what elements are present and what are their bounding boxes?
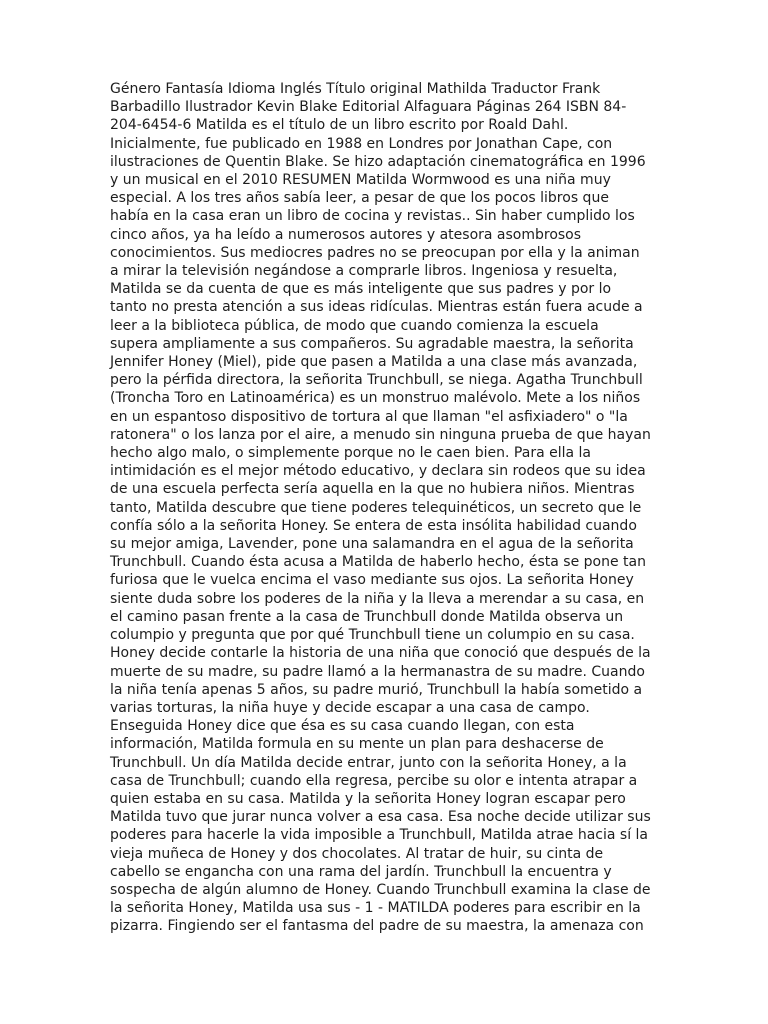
text-line: confía sólo a la señorita Honey. Se entera de esta insólita habilidad cuando xyxy=(110,517,637,534)
text-line: de una escuela perfecta sería aquella en la que no hubiera niños. Mientras xyxy=(110,481,635,498)
text-line: muerte de su madre, su padre llamó a la hermanastra de su madre. Cuando xyxy=(110,663,645,680)
text-line: Barbadillo Ilustrador Kevin Blake Editorial Alfaguara Páginas 264 ISBN 84- xyxy=(110,99,627,116)
text-line: 204-6454-6 Matilda es el título de un libro escrito por Roald Dahl. xyxy=(110,117,569,134)
text-line: ilustraciones de Quentin Blake. Se hizo adaptación cinematográfica en 1996 xyxy=(110,153,646,170)
text-line: el camino pasan frente a la casa de Trunchbull donde Matilda observa un xyxy=(110,608,624,625)
text-line: especial. A los tres años sabía leer, a pesar de que los pocos libros que xyxy=(110,190,609,207)
text-line: pizarra. Fingiendo ser el fantasma del padre de su maestra, la amenaza con xyxy=(110,918,644,935)
text-line: y un musical en el 2010 RESUMEN Matilda Wormwood es una niña muy xyxy=(110,172,611,189)
text-line: Inicialmente, fue publicado en 1988 en Londres por Jonathan Cape, con xyxy=(110,135,613,152)
text-line: tanto no presta atención a sus ideas ridículas. Mientras están fuera acude a xyxy=(110,299,643,316)
text-line: Enseguida Honey dice que ésa es su casa cuando llegan, con esta xyxy=(110,718,575,735)
text-line: cabello se engancha con una rama del jardín. Trunchbull la encuentra y xyxy=(110,863,612,880)
text-line: en un espantoso dispositivo de tortura al que llaman "el asfixiadero" o "la xyxy=(110,408,628,425)
text-line: su mejor amiga, Lavender, pone una salamandra en el agua de la señorita xyxy=(110,536,634,553)
text-line: tanto, Matilda descubre que tiene poderes telequinéticos, un secreto que le xyxy=(110,499,642,516)
text-line: conocimientos. Sus mediocres padres no se preocupan por ella y la animan xyxy=(110,244,640,261)
text-line: información, Matilda formula en su mente un plan para deshacerse de xyxy=(110,736,604,753)
text-line: Matilda se da cuenta de que es más inteligente que sus padres y por lo xyxy=(110,281,612,298)
text-line: Jennifer Honey (Miel), pide que pasen a Matilda a una clase más avanzada, xyxy=(110,354,638,371)
text-line: furiosa que le vuelca encima el vaso mediante sus ojos. La señorita Honey xyxy=(110,572,634,589)
text-line: Género Fantasía Idioma Inglés Título original Mathilda Traductor Frank xyxy=(110,81,601,97)
text-line: hecho algo malo, o simplemente porque no le caen bien. Para ella la xyxy=(110,445,591,462)
text-line: pero la pérfida directora, la señorita Trunchbull, se niega. Agatha Trunchbull xyxy=(110,372,643,389)
text-line: vieja muñeca de Honey y dos chocolates. Al tratar de huir, su cinta de xyxy=(110,845,604,862)
text-line: siente duda sobre los poderes de la niña y la lleva a merendar a su casa, en xyxy=(110,590,645,607)
text-line: varias torturas, la niña huye y decide escapar a una casa de campo. xyxy=(110,699,590,716)
text-line: ratonera" o los lanza por el aire, a menudo sin ninguna prueba de que hayan xyxy=(110,426,651,443)
text-line: Honey decide contarle la historia de una niña que conoció que después de la xyxy=(110,645,651,662)
text-line: sospecha de algún alumno de Honey. Cuando Trunchbull examina la clase de xyxy=(110,881,651,898)
text-line: a mirar la televisión negándose a comprarle libros. Ingeniosa y resuelta, xyxy=(110,263,618,280)
text-line: Trunchbull. Cuando ésta acusa a Matilda de haberlo hecho, ésta se pone tan xyxy=(110,554,646,571)
text-line: (Troncha Toro en Latinoamérica) es un monstruo malévolo. Mete a los niños xyxy=(110,390,641,407)
text-line: quien estaba en su casa. Matilda y la señorita Honey logran escapar pero xyxy=(110,790,626,807)
text-line: la señorita Honey, Matilda usa sus - 1 - MATILDA poderes para escribir en la xyxy=(110,900,641,917)
text-line: había en la casa eran un libro de cocina y revistas.. Sin haber cumplido los xyxy=(110,208,635,225)
text-line: Matilda tuvo que jurar nunca volver a esa casa. Esa noche decide utilizar sus xyxy=(110,809,651,826)
text-line: casa de Trunchbull; cuando ella regresa, percibe su olor e intenta atrapar a xyxy=(110,772,638,789)
text-line: supera ampliamente a sus compañeros. Su agradable maestra, la señorita xyxy=(110,335,634,352)
text-line: columpio y pregunta que por qué Trunchbull tiene un columpio en su casa. xyxy=(110,627,635,644)
document-body-text xyxy=(110,80,662,936)
text-line: leer a la biblioteca pública, de modo que cuando comienza la escuela xyxy=(110,317,599,334)
text-line: cinco años, ya ha leído a numerosos autores y atesora asombrosos xyxy=(110,226,582,243)
text-line: Trunchbull. Un día Matilda decide entrar, junto con la señorita Honey, a la xyxy=(110,754,627,771)
text-line: la niña tenía apenas 5 años, su padre murió, Trunchbull la había sometido a xyxy=(110,681,643,698)
text-line: intimidación es el mejor método educativo, y declara sin rodeos que su idea xyxy=(110,463,646,480)
text-line: poderes para hacerle la vida imposible a Trunchbull, Matilda atrae hacia sí la xyxy=(110,827,649,844)
